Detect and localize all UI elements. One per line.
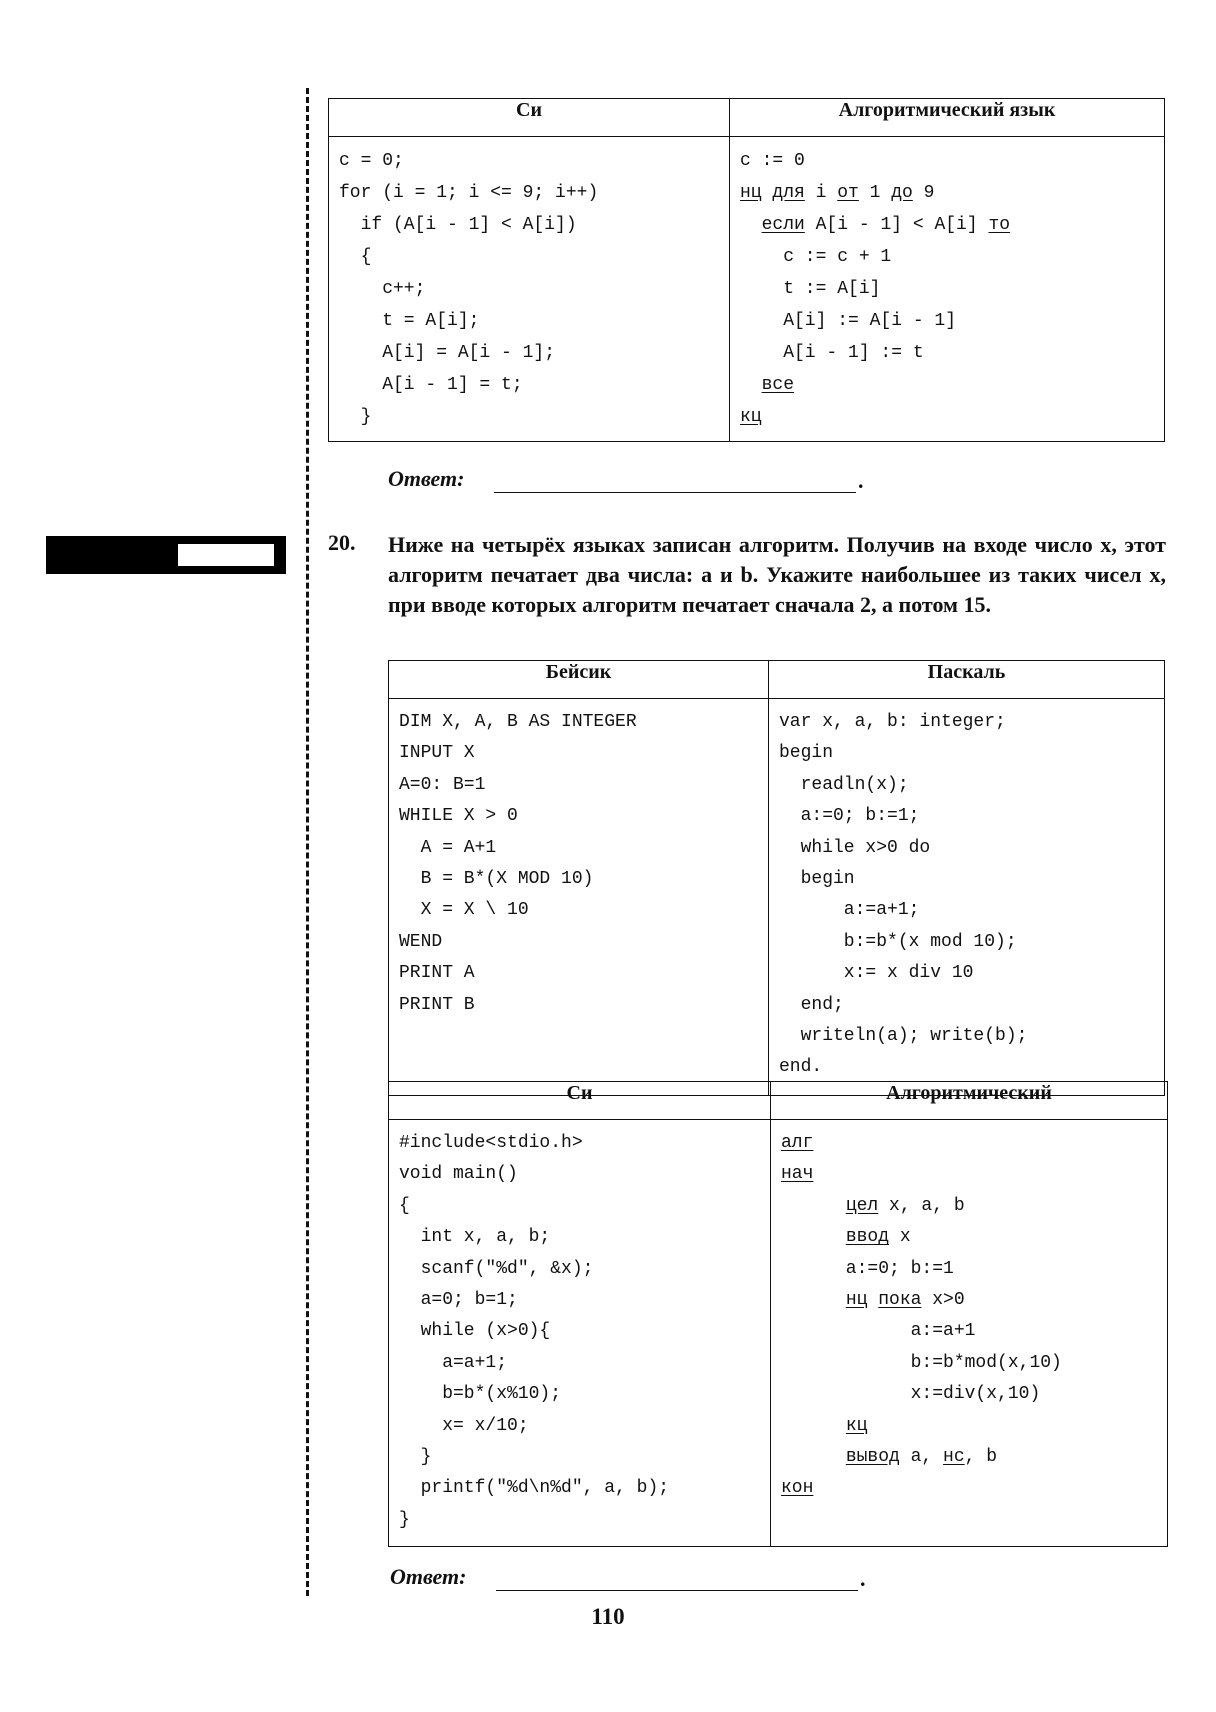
code-line (740, 209, 1164, 241)
code-text: 1 (858, 183, 892, 203)
code-line: a=a+1; (399, 1352, 508, 1373)
code-line (740, 305, 1164, 337)
code-text (740, 375, 762, 395)
code-line (781, 1285, 1167, 1316)
c-code-cell-2 (389, 1120, 771, 1547)
code-text (781, 1196, 846, 1216)
code-line (740, 337, 1164, 369)
code-line (740, 177, 1164, 209)
code-text (740, 215, 762, 235)
code-line (781, 1159, 1167, 1190)
code-line (781, 1411, 1167, 1442)
code-line: begin (779, 743, 834, 764)
code-line (740, 369, 1164, 401)
keyword: нц (740, 183, 762, 203)
code-text: t := A[i] (740, 279, 881, 299)
code-line: if (A[i - 1] < A[i]) (339, 215, 577, 235)
page-number: 110 (591, 1604, 625, 1629)
code-line (781, 1254, 1167, 1285)
code-line (740, 273, 1164, 305)
code-text: A[i - 1] := t (740, 343, 924, 363)
code-line: x:= x div 10 (779, 963, 974, 984)
keyword: то (988, 215, 1011, 235)
code-line: x= x/10; (399, 1415, 529, 1436)
keyword: кц (845, 1415, 868, 1436)
code-text: x, a, b (878, 1195, 965, 1216)
keyword: до (891, 183, 913, 203)
code-line: DIM X, A, B AS INTEGER (399, 712, 637, 732)
algo-code-cell (730, 137, 1165, 442)
code-text: i (804, 183, 838, 203)
code-line: begin (779, 868, 855, 889)
code-line: a:=0; b:=1; (779, 806, 920, 827)
header-c: Си (329, 99, 730, 137)
code-text: , b (964, 1446, 998, 1467)
code-line: } (399, 1446, 432, 1467)
code-line: WEND (399, 931, 443, 952)
code-line (740, 401, 1164, 433)
code-line: scanf("%d", &x); (399, 1258, 594, 1279)
code-line (781, 1191, 1167, 1222)
code-table-2 (388, 660, 1165, 1096)
code-line: end. (779, 1057, 823, 1078)
task-number: 20. (328, 530, 356, 555)
code-line: { (339, 247, 372, 267)
answer-field-2[interactable] (496, 1567, 858, 1591)
keyword: цел (845, 1195, 879, 1216)
header-c-2: Си (389, 1082, 771, 1120)
code-table-3 (388, 1081, 1168, 1547)
basic-code-cell (389, 699, 769, 1096)
code-line: for (i = 1; i <= 9; i++) (339, 183, 599, 203)
code-line: end; (779, 994, 844, 1015)
answer-label: Ответ: (388, 466, 465, 491)
code-line: c = 0; (339, 151, 404, 171)
keyword: вывод (845, 1446, 900, 1467)
code-text: x>0 (921, 1289, 965, 1310)
code-line: writeln(a); write(b); (779, 1025, 1028, 1046)
code-text: x (889, 1227, 911, 1248)
code-line: WHILE X > 0 (399, 806, 518, 827)
header-basic: Бейсик (389, 661, 769, 699)
code-text (762, 183, 773, 203)
header-algo: Алгоритмический язык (730, 99, 1165, 137)
code-line: B = B*(X MOD 10) (399, 868, 594, 889)
header-pascal: Паскаль (769, 661, 1165, 699)
code-line: var x, a, b: integer; (779, 712, 1006, 732)
code-line: A[i] = A[i - 1]; (339, 343, 556, 363)
code-text (781, 1227, 846, 1247)
code-line: b:=b*(x mod 10); (779, 931, 1017, 952)
code-line (740, 241, 1164, 273)
answer-dot-2: . (860, 1566, 866, 1591)
code-line (781, 1128, 1167, 1159)
answer-field[interactable] (494, 469, 856, 493)
keyword: кц (740, 407, 762, 427)
code-line: a=0; b=1; (399, 1289, 518, 1310)
code-line: #include<stdio.h> (399, 1133, 583, 1153)
code-line: } (399, 1509, 410, 1530)
code-line: PRINT A (399, 963, 475, 984)
keyword: нц (845, 1289, 868, 1310)
code-text: a:=a+1 (781, 1321, 976, 1342)
code-line: while (x>0){ (399, 1321, 551, 1342)
code-line: readln(x); (779, 774, 909, 795)
code-line: } (339, 407, 372, 427)
code-line: { (399, 1195, 410, 1216)
task-text: Ниже на четырёх языках записан алгоритм. Получив на входе число x, этот алгоритм печатает два числа: a и b. Укажите наибольшее из таких чисел x, при вводе которых алгоритм печатает сначала 2, а потом 15. (388, 532, 1166, 617)
code-table-1 (328, 98, 1165, 442)
code-text: A[i - 1] < A[i] (804, 215, 989, 235)
keyword: для (772, 183, 805, 203)
code-line (781, 1348, 1167, 1379)
code-text: b:=b*mod(x,10) (781, 1352, 1062, 1373)
keyword: пока (878, 1289, 922, 1310)
code-text: 9 (912, 183, 935, 203)
header-algo-2: Алгоритмический (771, 1082, 1168, 1120)
code-line: A = A+1 (399, 837, 497, 858)
code-line: PRINT B (399, 994, 475, 1015)
code-text: a:=0; b:=1 (781, 1258, 954, 1279)
code-text (781, 1416, 846, 1436)
code-line: b=b*(x%10); (399, 1384, 562, 1405)
code-line: t = A[i]; (339, 311, 480, 331)
code-line (781, 1379, 1167, 1410)
keyword: алг (781, 1133, 814, 1153)
code-text: a, (899, 1446, 944, 1467)
answer-dot: . (858, 468, 864, 493)
code-line: A[i - 1] = t; (339, 375, 523, 395)
code-line: while x>0 do (779, 837, 931, 858)
keyword: нс (943, 1446, 965, 1467)
code-text: x:=div(x,10) (781, 1384, 1041, 1405)
code-line (781, 1316, 1167, 1347)
code-line: X = X \ 10 (399, 900, 529, 921)
cut-line (306, 88, 309, 1596)
code-line (781, 1442, 1167, 1473)
keyword: ввод (845, 1227, 890, 1248)
answer-label-2: Ответ: (390, 1564, 467, 1589)
code-line (740, 145, 1164, 177)
task-marker-bar (46, 536, 286, 574)
code-text: c := c + 1 (740, 247, 892, 267)
code-line: INPUT X (399, 743, 475, 764)
code-line: c++; (339, 279, 426, 299)
code-text (867, 1290, 878, 1310)
code-line (781, 1473, 1167, 1504)
pascal-code-cell (769, 699, 1165, 1096)
code-text: c := 0 (740, 151, 805, 171)
keyword: от (837, 183, 859, 203)
keyword: кон (781, 1478, 814, 1499)
code-line: A=0: B=1 (399, 774, 486, 795)
c-code-cell (329, 137, 730, 442)
code-line (781, 1222, 1167, 1253)
keyword: нач (781, 1164, 814, 1185)
code-line: int x, a, b; (399, 1227, 551, 1248)
code-line: void main() (399, 1164, 518, 1185)
code-line: a:=a+1; (779, 900, 920, 921)
keyword: если (761, 215, 805, 235)
code-text (781, 1290, 846, 1310)
code-text (781, 1447, 846, 1467)
algo-code-cell-2 (771, 1120, 1168, 1547)
code-text: A[i] := A[i - 1] (740, 311, 957, 331)
code-line: printf("%d\n%d", a, b); (399, 1478, 670, 1499)
keyword: все (761, 375, 795, 395)
task-marker-box (178, 544, 274, 566)
